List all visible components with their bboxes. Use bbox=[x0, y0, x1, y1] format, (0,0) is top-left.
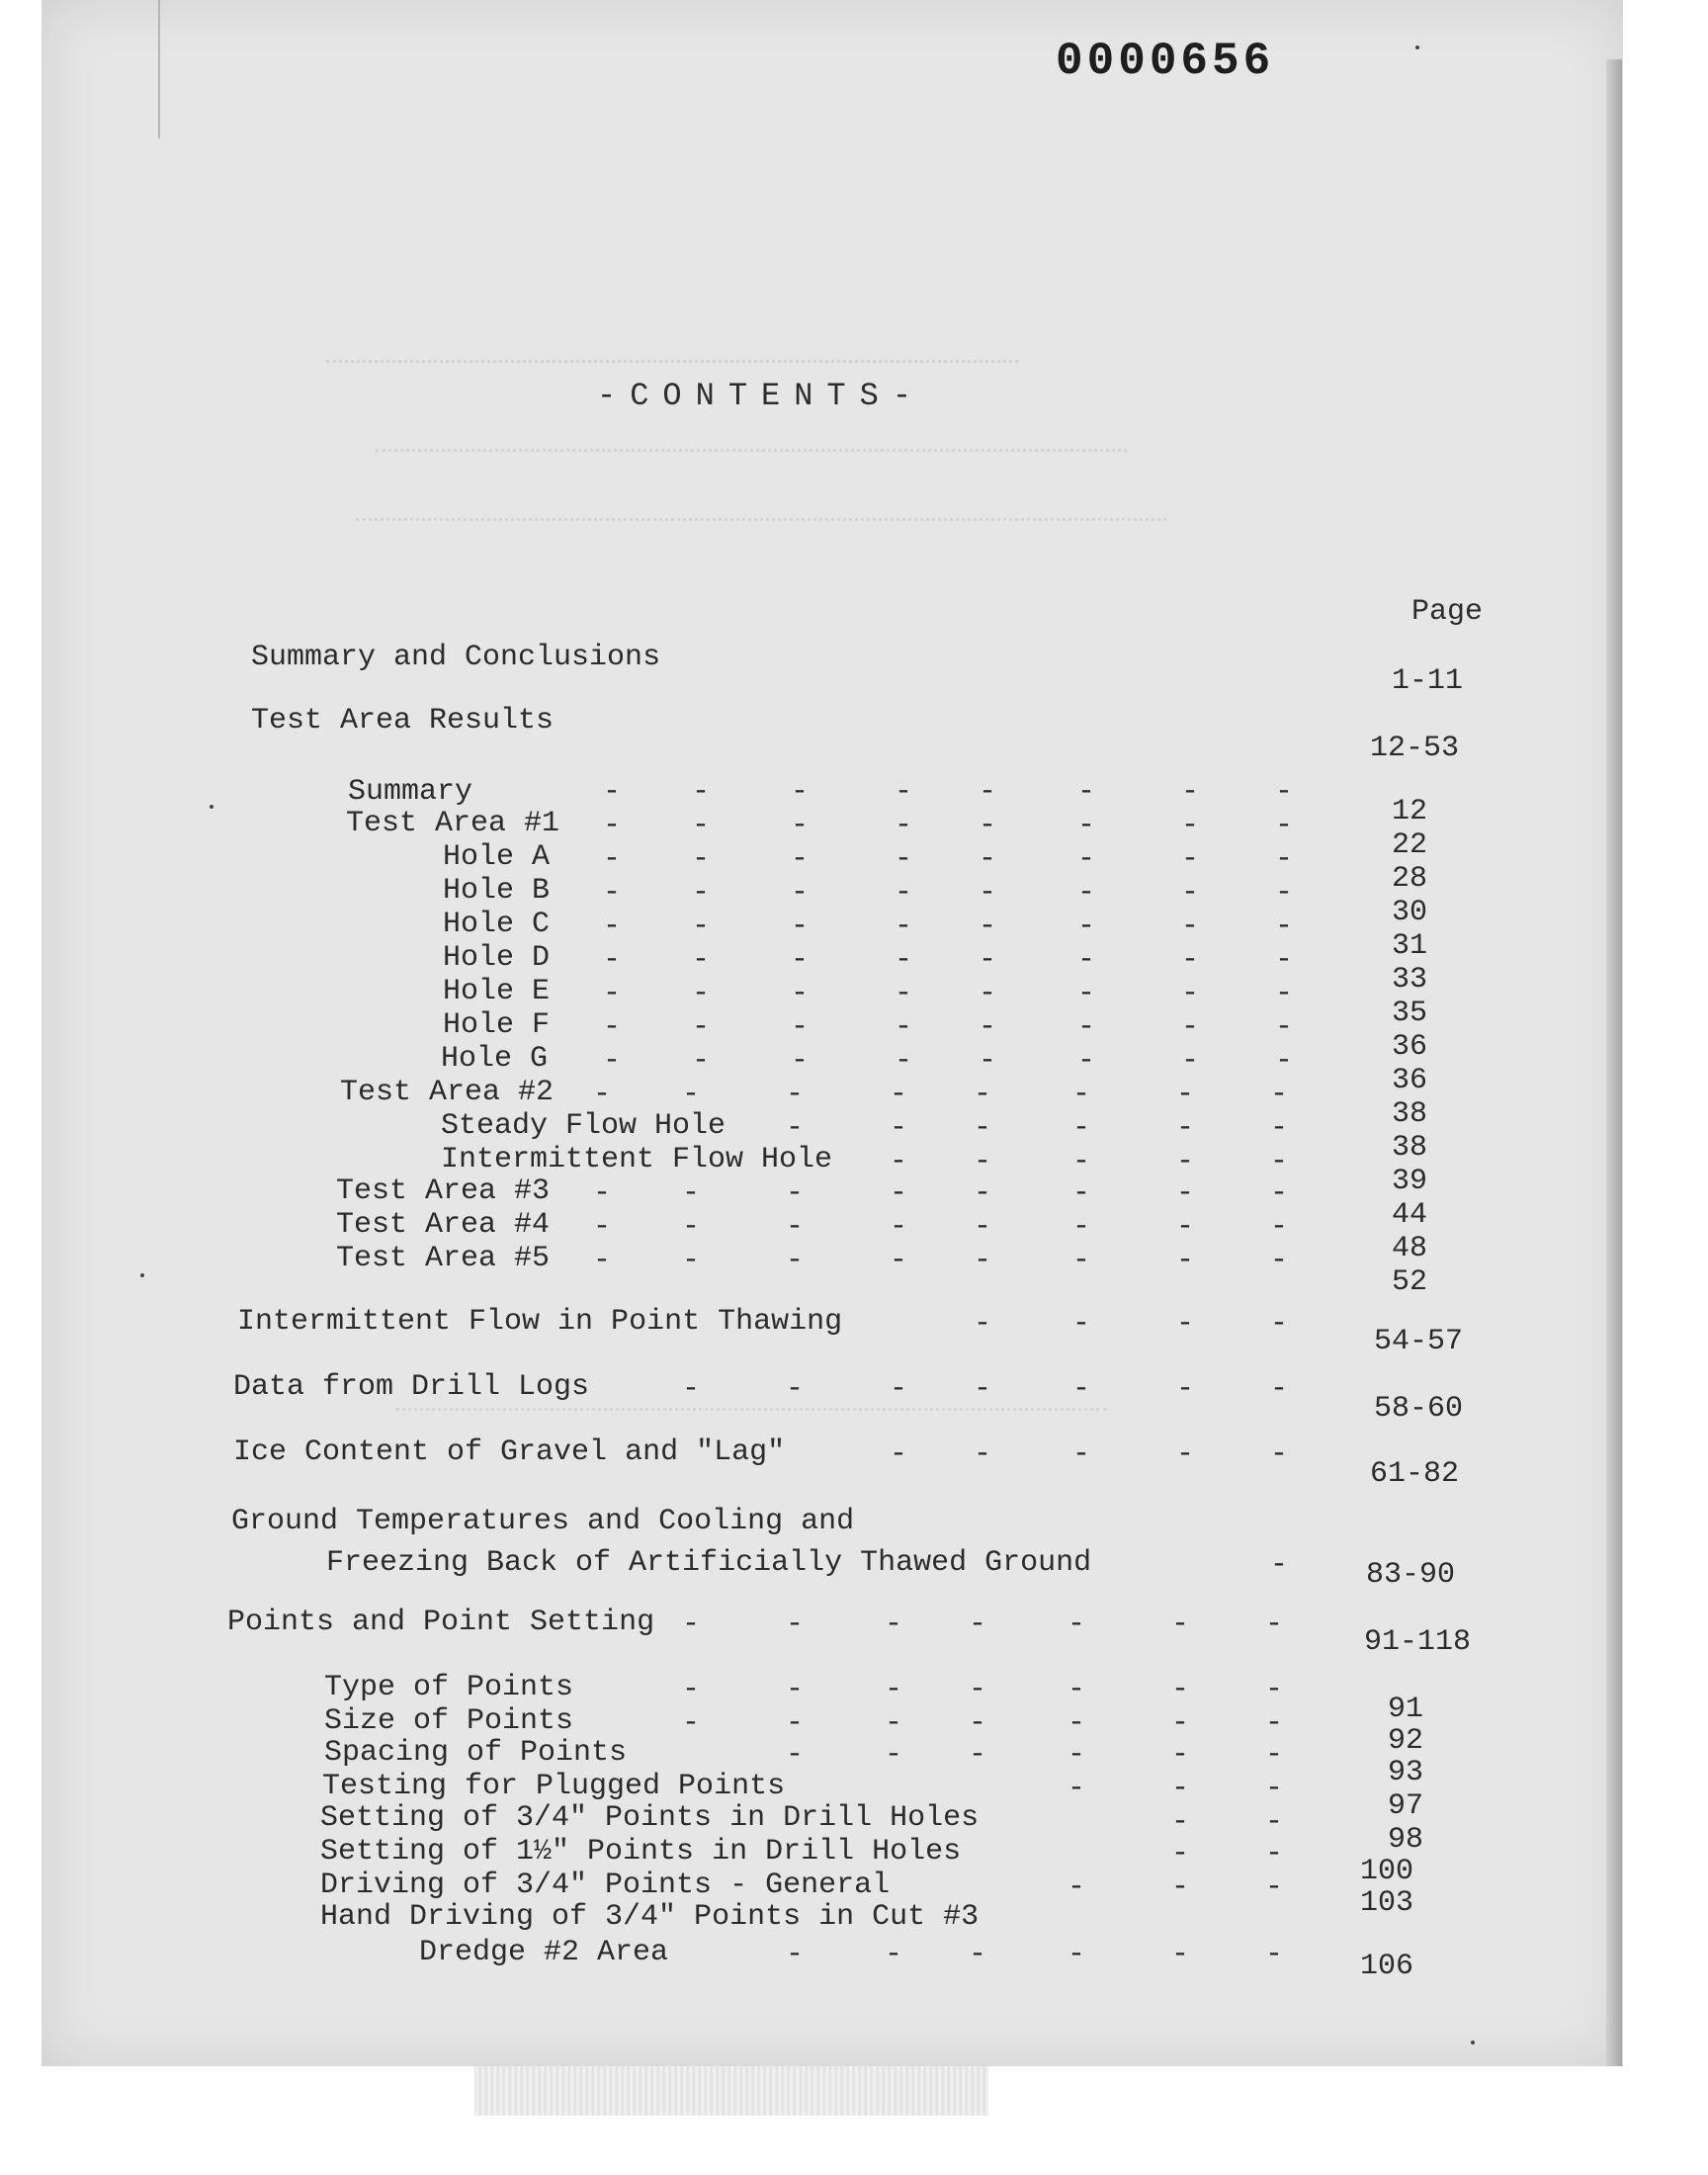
toc-page-number: 35 bbox=[1392, 997, 1428, 1030]
toc-page-number: 31 bbox=[1392, 929, 1428, 963]
leader-dash: - bbox=[1176, 1111, 1195, 1145]
speck bbox=[1471, 2041, 1475, 2044]
leader-dash: - bbox=[1181, 842, 1200, 876]
leader-dash: - bbox=[786, 1244, 805, 1277]
toc-page-number: 100 bbox=[1360, 1855, 1414, 1888]
leader-dash: - bbox=[1265, 1738, 1284, 1772]
leader-dash: - bbox=[974, 1111, 992, 1145]
leader-dash: - bbox=[979, 775, 997, 809]
leader-dash: - bbox=[692, 1010, 711, 1044]
leader-dash: - bbox=[791, 910, 810, 943]
leader-dash: - bbox=[1072, 1307, 1091, 1341]
toc-entry: Hole A bbox=[443, 840, 551, 874]
leader-dash: - bbox=[895, 1044, 913, 1078]
leader-dash: - bbox=[1068, 1706, 1086, 1740]
toc-entry: Spacing of Points bbox=[324, 1736, 628, 1770]
toc-page-number: 83-90 bbox=[1366, 1558, 1456, 1592]
leader-dash: - bbox=[1171, 1706, 1190, 1740]
leader-dash: - bbox=[682, 1210, 701, 1244]
toc-page-number: 93 bbox=[1388, 1756, 1424, 1789]
leader-dash: - bbox=[1077, 809, 1096, 842]
toc-entry: Type of Points bbox=[324, 1671, 574, 1704]
leader-dash: - bbox=[1270, 1307, 1289, 1341]
toc-entry: Size of Points bbox=[324, 1704, 574, 1738]
leader-dash: - bbox=[603, 977, 622, 1010]
toc-entry: Dredge #2 Area bbox=[419, 1936, 669, 1969]
leader-dash: - bbox=[1265, 1706, 1284, 1740]
toc-page-number: 33 bbox=[1392, 963, 1428, 997]
leader-dash: - bbox=[786, 1673, 805, 1706]
leader-dash: - bbox=[1270, 1210, 1289, 1244]
leader-dash: - bbox=[890, 1210, 908, 1244]
toc-page-number: 92 bbox=[1388, 1724, 1424, 1758]
toc-entry: Hand Driving of 3/4" Points in Cut #3 bbox=[320, 1900, 980, 1934]
toc-entry: Test Area #2 bbox=[340, 1076, 555, 1109]
leader-dash: - bbox=[1171, 1772, 1190, 1805]
leader-dash: - bbox=[890, 1111, 908, 1145]
toc-page-number: 52 bbox=[1392, 1265, 1428, 1299]
toc-page-number: 38 bbox=[1392, 1097, 1428, 1131]
leader-dash: - bbox=[979, 943, 997, 977]
leader-dash: - bbox=[1077, 775, 1096, 809]
toc-entry: Hole G bbox=[441, 1042, 549, 1076]
leader-dash: - bbox=[603, 809, 622, 842]
toc-page-number: 12 bbox=[1392, 795, 1428, 828]
leader-dash: - bbox=[1275, 1010, 1294, 1044]
leader-dash: - bbox=[603, 910, 622, 943]
leader-dash: - bbox=[682, 1673, 701, 1706]
leader-dash: - bbox=[1077, 1044, 1096, 1078]
leader-dash: - bbox=[1171, 1938, 1190, 1971]
toc-page-number: 1-11 bbox=[1392, 664, 1464, 698]
leader-dash: - bbox=[1171, 1608, 1190, 1641]
toc-page-number: 36 bbox=[1392, 1064, 1428, 1097]
leader-dash: - bbox=[692, 809, 711, 842]
leader-dash: - bbox=[692, 910, 711, 943]
toc-entry: Ground Temperatures and Cooling and bbox=[231, 1505, 855, 1538]
leader-dash: - bbox=[1270, 1548, 1289, 1582]
toc-entry: Intermittent Flow Hole bbox=[441, 1143, 833, 1176]
scan-artifact bbox=[474, 2066, 988, 2116]
leader-dash: - bbox=[791, 775, 810, 809]
leader-dash: - bbox=[1270, 1372, 1289, 1406]
leader-dash: - bbox=[969, 1673, 987, 1706]
leader-dash: - bbox=[1077, 876, 1096, 910]
leader-dash: - bbox=[682, 1176, 701, 1210]
leader-dash: - bbox=[1275, 842, 1294, 876]
leader-dash: - bbox=[682, 1608, 701, 1641]
leader-dash: - bbox=[791, 1010, 810, 1044]
leader-dash: - bbox=[969, 1706, 987, 1740]
toc-entry: Steady Flow Hole bbox=[441, 1109, 726, 1143]
leader-dash: - bbox=[1181, 775, 1200, 809]
leader-dash: - bbox=[1181, 1010, 1200, 1044]
leader-dash: - bbox=[979, 910, 997, 943]
leader-dash: - bbox=[1270, 1437, 1289, 1471]
leader-dash: - bbox=[1077, 910, 1096, 943]
leader-dash: - bbox=[885, 1706, 903, 1740]
leader-dash: - bbox=[895, 977, 913, 1010]
toc-entry: Hole C bbox=[443, 908, 551, 941]
leader-dash: - bbox=[791, 809, 810, 842]
toc-entry: Test Area Results bbox=[251, 704, 555, 738]
leader-dash: - bbox=[791, 1044, 810, 1078]
leader-dash: - bbox=[692, 943, 711, 977]
leader-dash: - bbox=[1072, 1210, 1091, 1244]
toc-entry: Ice Content of Gravel and "Lag" bbox=[233, 1436, 786, 1469]
leader-dash: - bbox=[895, 910, 913, 943]
leader-dash: - bbox=[593, 1176, 612, 1210]
leader-dash: - bbox=[692, 977, 711, 1010]
leader-dash: - bbox=[974, 1176, 992, 1210]
leader-dash: - bbox=[890, 1145, 908, 1178]
leader-dash: - bbox=[1171, 1738, 1190, 1772]
leader-dash: - bbox=[1181, 977, 1200, 1010]
document-number: 0000656 bbox=[1056, 36, 1275, 87]
leader-dash: - bbox=[1077, 1010, 1096, 1044]
leader-dash: - bbox=[1072, 1145, 1091, 1178]
toc-entry: Intermittent Flow in Point Thawing bbox=[237, 1305, 843, 1339]
leader-dash: - bbox=[979, 876, 997, 910]
leader-dash: - bbox=[1265, 1772, 1284, 1805]
leader-dash: - bbox=[1072, 1111, 1091, 1145]
speck bbox=[210, 805, 214, 809]
leader-dash: - bbox=[1176, 1372, 1195, 1406]
leader-dash: - bbox=[1275, 1044, 1294, 1078]
leader-dash: - bbox=[979, 1010, 997, 1044]
toc-page-number: 22 bbox=[1392, 828, 1428, 862]
leader-dash: - bbox=[1265, 1870, 1284, 1904]
leader-dash: - bbox=[791, 842, 810, 876]
leader-dash: - bbox=[1176, 1145, 1195, 1178]
leader-dash: - bbox=[1275, 809, 1294, 842]
leader-dash: - bbox=[1265, 1805, 1284, 1839]
leader-dash: - bbox=[786, 1372, 805, 1406]
leader-dash: - bbox=[974, 1372, 992, 1406]
leader-dash: - bbox=[1181, 943, 1200, 977]
leader-dash: - bbox=[786, 1706, 805, 1740]
toc-page-number: 54-57 bbox=[1374, 1325, 1464, 1358]
leader-dash: - bbox=[682, 1078, 701, 1111]
leader-dash: - bbox=[895, 943, 913, 977]
leader-dash: - bbox=[1077, 977, 1096, 1010]
leader-dash: - bbox=[1068, 1673, 1086, 1706]
leader-dash: - bbox=[786, 1210, 805, 1244]
toc-entry: Setting of 1½" Points in Drill Holes bbox=[320, 1835, 962, 1869]
leader-dash: - bbox=[1077, 943, 1096, 977]
leader-dash: - bbox=[974, 1244, 992, 1277]
leader-dash: - bbox=[895, 876, 913, 910]
leader-dash: - bbox=[895, 775, 913, 809]
toc-page-number: 12-53 bbox=[1370, 732, 1460, 765]
leader-dash: - bbox=[895, 842, 913, 876]
page-column-header: Page bbox=[1411, 595, 1484, 629]
leader-dash: - bbox=[1265, 1938, 1284, 1971]
leader-dash: - bbox=[1275, 910, 1294, 943]
leader-dash: - bbox=[786, 1938, 805, 1971]
leader-dash: - bbox=[593, 1078, 612, 1111]
leader-dash: - bbox=[692, 1044, 711, 1078]
toc-page-number: 91-118 bbox=[1364, 1625, 1472, 1659]
leader-dash: - bbox=[1181, 910, 1200, 943]
toc-entry: Summary bbox=[348, 775, 473, 809]
leader-dash: - bbox=[1270, 1244, 1289, 1277]
leader-dash: - bbox=[682, 1706, 701, 1740]
leader-dash: - bbox=[1176, 1176, 1195, 1210]
leader-dash: - bbox=[791, 876, 810, 910]
speck bbox=[1415, 45, 1419, 49]
leader-dash: - bbox=[979, 809, 997, 842]
toc-entry: Test Area #3 bbox=[336, 1174, 551, 1208]
toc-entry: Test Area #5 bbox=[336, 1242, 551, 1275]
toc-entry: Driving of 3/4" Points - General bbox=[320, 1869, 891, 1902]
toc-entry: Hole F bbox=[443, 1008, 551, 1042]
toc-page-number: 106 bbox=[1360, 1950, 1414, 1983]
leader-dash: - bbox=[1176, 1210, 1195, 1244]
page-title: -CONTENTS- bbox=[597, 378, 926, 414]
leader-dash: - bbox=[692, 775, 711, 809]
leader-dash: - bbox=[1275, 876, 1294, 910]
leader-dash: - bbox=[1068, 1772, 1086, 1805]
leader-dash: - bbox=[1068, 1938, 1086, 1971]
leader-dash: - bbox=[979, 977, 997, 1010]
bleed-through-mark bbox=[326, 336, 1018, 363]
leader-dash: - bbox=[1068, 1870, 1086, 1904]
leader-dash: - bbox=[890, 1176, 908, 1210]
leader-dash: - bbox=[1265, 1608, 1284, 1641]
leader-dash: - bbox=[969, 1938, 987, 1971]
leader-dash: - bbox=[1176, 1078, 1195, 1111]
toc-entry: Testing for Plugged Points bbox=[322, 1770, 786, 1803]
leader-dash: - bbox=[974, 1307, 992, 1341]
leader-dash: - bbox=[603, 842, 622, 876]
toc-page-number: 91 bbox=[1388, 1693, 1424, 1726]
leader-dash: - bbox=[974, 1210, 992, 1244]
leader-dash: - bbox=[1171, 1870, 1190, 1904]
leader-dash: - bbox=[1072, 1437, 1091, 1471]
leader-dash: - bbox=[791, 943, 810, 977]
leader-dash: - bbox=[692, 842, 711, 876]
toc-page-number: 28 bbox=[1392, 862, 1428, 896]
leader-dash: - bbox=[593, 1244, 612, 1277]
bleed-through-mark bbox=[376, 425, 1127, 452]
toc-page-number: 58-60 bbox=[1374, 1392, 1464, 1426]
leader-dash: - bbox=[885, 1938, 903, 1971]
leader-dash: - bbox=[1265, 1837, 1284, 1870]
leader-dash: - bbox=[1077, 842, 1096, 876]
leader-dash: - bbox=[1270, 1078, 1289, 1111]
leader-dash: - bbox=[974, 1437, 992, 1471]
toc-page-number: 103 bbox=[1360, 1886, 1414, 1920]
toc-entry: Hole D bbox=[443, 941, 551, 975]
paper-sheet bbox=[42, 0, 1623, 2066]
leader-dash: - bbox=[979, 842, 997, 876]
leader-dash: - bbox=[1171, 1837, 1190, 1870]
toc-page-number: 39 bbox=[1392, 1165, 1428, 1198]
leader-dash: - bbox=[1270, 1111, 1289, 1145]
leader-dash: - bbox=[1171, 1805, 1190, 1839]
toc-entry: Hole E bbox=[443, 975, 551, 1008]
bleed-through-mark bbox=[356, 494, 1166, 521]
toc-entry: Summary and Conclusions bbox=[251, 641, 661, 674]
leader-dash: - bbox=[603, 775, 622, 809]
leader-dash: - bbox=[1176, 1437, 1195, 1471]
toc-entry: Test Area #1 bbox=[346, 807, 560, 840]
leader-dash: - bbox=[1072, 1244, 1091, 1277]
leader-dash: - bbox=[979, 1044, 997, 1078]
leader-dash: - bbox=[786, 1078, 805, 1111]
leader-dash: - bbox=[692, 876, 711, 910]
toc-entry: Freezing Back of Artificially Thawed Ground bbox=[326, 1546, 1092, 1580]
leader-dash: - bbox=[1068, 1608, 1086, 1641]
leader-dash: - bbox=[974, 1145, 992, 1178]
toc-entry: Test Area #4 bbox=[336, 1208, 551, 1242]
toc-entry: Setting of 3/4" Points in Drill Holes bbox=[320, 1801, 980, 1835]
toc-page-number: 61-82 bbox=[1370, 1457, 1460, 1491]
leader-dash: - bbox=[890, 1437, 908, 1471]
toc-entry: Points and Point Setting bbox=[227, 1606, 655, 1639]
toc-page-number: 48 bbox=[1392, 1232, 1428, 1265]
leader-dash: - bbox=[885, 1738, 903, 1772]
toc-page-number: 36 bbox=[1392, 1030, 1428, 1064]
leader-dash: - bbox=[890, 1372, 908, 1406]
leader-dash: - bbox=[786, 1608, 805, 1641]
toc-page-number: 97 bbox=[1388, 1789, 1424, 1823]
speck bbox=[140, 1273, 144, 1277]
leader-dash: - bbox=[603, 1010, 622, 1044]
leader-dash: - bbox=[1181, 1044, 1200, 1078]
leader-dash: - bbox=[1265, 1673, 1284, 1706]
toc-page-number: 38 bbox=[1392, 1131, 1428, 1165]
leader-dash: - bbox=[1181, 876, 1200, 910]
leader-dash: - bbox=[1275, 775, 1294, 809]
toc-page-number: 44 bbox=[1392, 1198, 1428, 1232]
leader-dash: - bbox=[786, 1738, 805, 1772]
leader-dash: - bbox=[885, 1673, 903, 1706]
leader-dash: - bbox=[1176, 1307, 1195, 1341]
leader-dash: - bbox=[1181, 809, 1200, 842]
leader-dash: - bbox=[1275, 943, 1294, 977]
toc-page-number: 30 bbox=[1392, 896, 1428, 929]
leader-dash: - bbox=[603, 1044, 622, 1078]
leader-dash: - bbox=[1072, 1176, 1091, 1210]
leader-dash: - bbox=[890, 1244, 908, 1277]
leader-dash: - bbox=[895, 1010, 913, 1044]
leader-dash: - bbox=[603, 876, 622, 910]
toc-entry: Data from Drill Logs bbox=[233, 1370, 590, 1404]
leader-dash: - bbox=[885, 1608, 903, 1641]
leader-dash: - bbox=[890, 1078, 908, 1111]
leader-dash: - bbox=[682, 1372, 701, 1406]
leader-dash: - bbox=[969, 1608, 987, 1641]
leader-dash: - bbox=[1072, 1078, 1091, 1111]
leader-dash: - bbox=[969, 1738, 987, 1772]
leader-dash: - bbox=[1270, 1145, 1289, 1178]
leader-dash: - bbox=[786, 1176, 805, 1210]
leader-dash: - bbox=[1171, 1673, 1190, 1706]
leader-dash: - bbox=[791, 977, 810, 1010]
toc-page-number: 98 bbox=[1388, 1823, 1424, 1857]
leader-dash: - bbox=[682, 1244, 701, 1277]
leader-dash: - bbox=[593, 1210, 612, 1244]
toc-entry: Hole B bbox=[443, 874, 551, 908]
leader-dash: - bbox=[974, 1078, 992, 1111]
leader-dash: - bbox=[1068, 1738, 1086, 1772]
sheet-edge-shadow bbox=[1606, 59, 1622, 2066]
sheet-crease bbox=[158, 0, 160, 138]
leader-dash: - bbox=[895, 809, 913, 842]
leader-dash: - bbox=[1275, 977, 1294, 1010]
leader-dash: - bbox=[1072, 1372, 1091, 1406]
leader-dash: - bbox=[786, 1111, 805, 1145]
leader-dash: - bbox=[603, 943, 622, 977]
leader-dash: - bbox=[1176, 1244, 1195, 1277]
leader-dash: - bbox=[1270, 1176, 1289, 1210]
